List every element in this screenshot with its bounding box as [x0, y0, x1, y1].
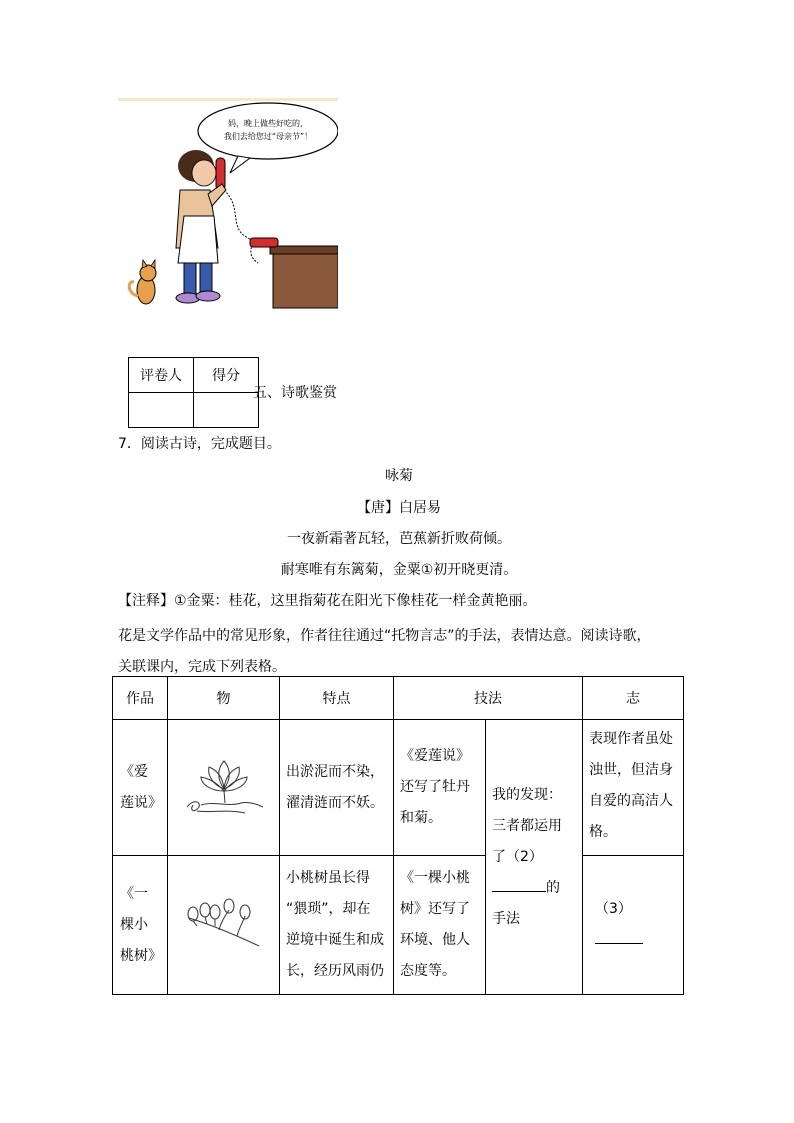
header-trait: 特点 [280, 677, 394, 720]
row2-tech-line-4: 态度等。 [400, 963, 456, 979]
row1-work [113, 720, 168, 856]
lotus-sketch [179, 751, 269, 821]
answer-blank-3[interactable] [595, 927, 643, 944]
instruction-line-2: 关联课内，完成下列表格。 [118, 659, 286, 675]
mothers-day-cartoon [118, 98, 338, 313]
discovery-line-3: 了（2） [492, 848, 543, 865]
speech-line-1: 妈，晚上做些好吃的， [228, 119, 308, 128]
discovery-line-4: 的 [546, 879, 560, 896]
row2-tech-line-3: 环境、他人 [400, 932, 470, 948]
row1-aim-line-3: 自爱的高洁人 [589, 793, 673, 809]
question-prompt: 7．阅读古诗，完成题目。 [118, 436, 281, 452]
score-table [128, 357, 259, 428]
answer-blank-2[interactable] [492, 873, 546, 892]
poem-annotation: 【注释】①金粟：桂花，这里指菊花在阳光下像桂花一样金黄艳丽。 [118, 593, 537, 609]
row1-tech-line-3: 和菊。 [400, 810, 442, 826]
row2-work [113, 856, 168, 995]
header-technique: 技法 [394, 677, 583, 720]
row1-technique [394, 720, 486, 856]
row1-aim-line-4: 格。 [589, 824, 617, 840]
row2-object [168, 856, 280, 995]
row1-object [168, 720, 280, 856]
discovery-line-1: 我的发现： [492, 786, 562, 803]
score-field[interactable] [194, 393, 259, 428]
row2-work-line-2: 棵小 [120, 916, 148, 933]
instruction-line-1: 花是文学作品中的常见形象，作者往往通过“托物言志”的手法，表情达意。阅读诗歌， [118, 628, 651, 644]
answer-label-3: （3） [595, 901, 632, 917]
poem-line-1: 一夜新霜著瓦轻，芭蕉新折败荷倾。 [287, 531, 511, 547]
row2-aim [583, 856, 684, 995]
poem-author: 【唐】白居易 [357, 500, 441, 516]
row1-tech-line-2: 还写了牡丹 [400, 779, 470, 795]
row1-tech-line-1: 《爱莲说》 [400, 748, 470, 764]
analysis-table [112, 676, 684, 995]
row2-trait-line-2: “猥琐”，却在 [286, 901, 371, 917]
row1-work-line-1: 《爱 [120, 763, 148, 780]
discovery-line-5: 手法 [492, 910, 520, 927]
reviewer-label: 评卷人 [129, 358, 194, 393]
speech-line-2: 我们去给您过“母亲节”！ [223, 132, 313, 141]
header-aim: 志 [583, 677, 684, 720]
row1-aim-line-2: 浊世，但洁身 [589, 762, 673, 778]
row1-trait [280, 720, 394, 856]
row2-technique [394, 856, 486, 995]
row2-trait-line-1: 小桃树虽长得 [286, 870, 370, 886]
peach-branch-sketch [179, 888, 269, 958]
row2-trait-line-3: 逆境中诞生和成 [286, 932, 384, 948]
row2-tech-line-2: 树》还写了 [400, 901, 470, 917]
poem-title: 咏菊 [385, 468, 413, 484]
score-label: 得分 [194, 358, 259, 393]
cartoon-illustration [118, 98, 338, 313]
row2-work-line-1: 《一 [120, 885, 148, 902]
reviewer-field[interactable] [129, 393, 194, 428]
header-work: 作品 [113, 677, 168, 720]
row2-work-line-3: 桃树》 [120, 947, 162, 964]
row1-aim-line-1: 表现作者虽处 [589, 731, 673, 747]
row1-trait-line-1: 出淤泥而不染， [286, 763, 384, 780]
discovery-line-2: 三者都运用 [492, 817, 562, 834]
instruction-paragraph [118, 621, 678, 683]
row2-trait [280, 856, 394, 995]
row2-trait-line-4: 长，经历风雨仍 [286, 963, 384, 979]
row1-trait-line-2: 濯清涟而不妖。 [286, 794, 384, 811]
header-object: 物 [168, 677, 280, 720]
row1-aim [583, 720, 684, 856]
section-title: 五、诗歌鉴赏 [253, 385, 337, 401]
discovery-cell [486, 720, 583, 995]
row1-work-line-2: 莲说》 [120, 794, 162, 811]
row2-tech-line-1: 《一棵小桃 [400, 870, 470, 886]
poem-line-2: 耐寒唯有东篱菊，金粟①初开晓更清。 [280, 562, 518, 578]
